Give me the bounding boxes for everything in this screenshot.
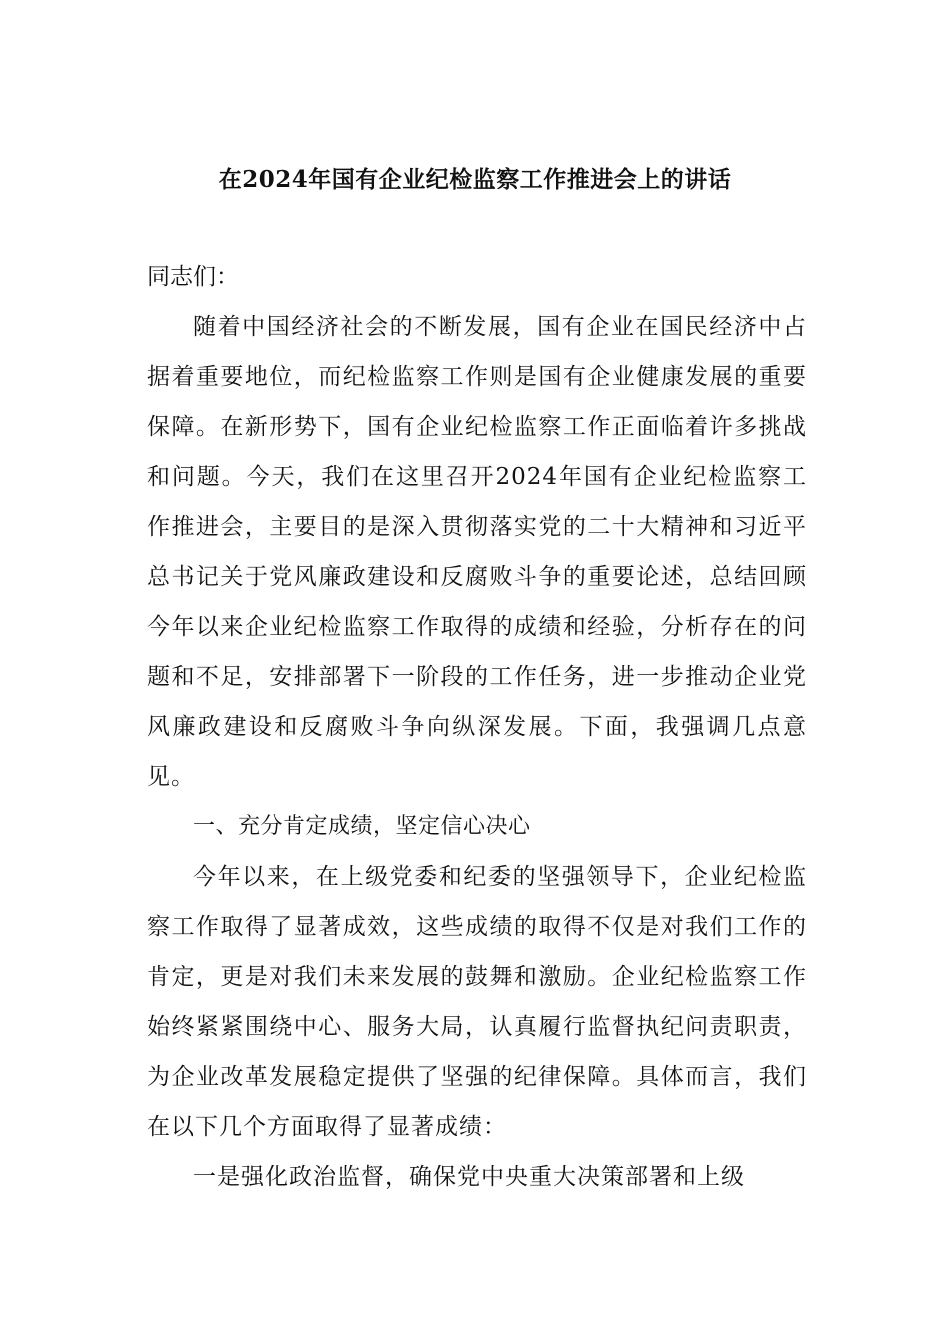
document-body <box>147 252 807 1202</box>
section-heading-1: 一、充分肯定成绩，坚定信心决心 <box>193 814 531 839</box>
greeting: 同志们： <box>147 264 239 290</box>
paragraph-achievements: 今年以来，在上级党委和纪委的坚强领导下，企业纪检监察工作取得了显著成效，这些成绩的取得不仅是对我们工作的肯定，更是对我们未来发展的鼓舞和激励。企业纪检监察工作始终紧紧围绕中心、服务大局，认真履行监督执纪问责职责，为企业改革发展稳定提供了坚强的纪律保障。具体而言，我们在以下几个方面取得了显著成绩： <box>147 864 807 1140</box>
paragraph-political-supervision: 一是强化政治监督，确保党中央重大决策部署和上级 <box>193 1164 745 1190</box>
paragraph-intro: 随着中国经济社会的不断发展，国有企业在国民经济中占据着重要地位，而纪检监察工作则是国有企业健康发展的重要保障。在新形势下，国有企业纪检监察工作正面临着许多挑战和问题。今天，我们在这里召开2024年国有企业纪检监察工作推进会，主要目的是深入贯彻落实党的二十大精神和习近平总书记关于党风廉政建设和反腐败斗争的重要论述，总结回顾今年以来企业纪检监察工作取得的成绩和经验，分析存在的问题和不足，安排部署下一阶段的工作任务，进一步推动企业党风廉政建设和反腐败斗争向纵深发展。下面，我强调几点意见。 <box>147 314 807 790</box>
document-title: 在2024年国有企业纪检监察工作推进会上的讲话 <box>218 166 732 193</box>
